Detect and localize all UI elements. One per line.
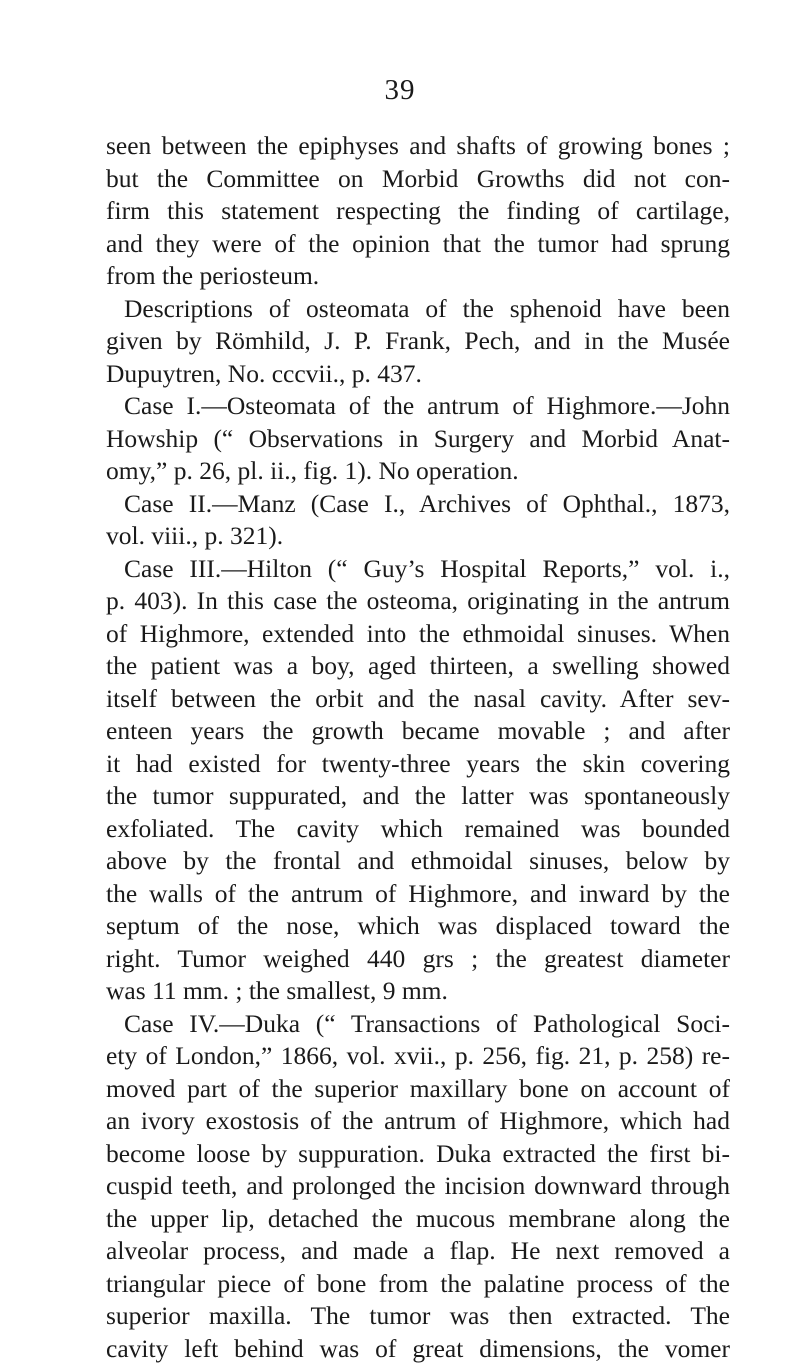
text-line: itself between the orbit and the nasal cavity. After sev- bbox=[106, 683, 730, 716]
text-line: become loose by suppuration. Duka extracted the first bi- bbox=[106, 1138, 730, 1171]
text-line: ety of London,” 1866, vol. xvii., p. 256, fig. 21, p. 258) re- bbox=[106, 1040, 730, 1073]
text-line: an ivory exostosis of the antrum of Highmore, which had bbox=[106, 1105, 730, 1138]
text-line: enteen years the growth became movable ; and after bbox=[106, 715, 730, 748]
text-line: Howship (“ Observations in Surgery and Morbid Anat- bbox=[106, 423, 730, 456]
text-line: superior maxilla. The tumor was then extracted. The bbox=[106, 1300, 730, 1333]
text-line: moved part of the superior maxillary bone on account of bbox=[106, 1073, 730, 1106]
text-line: it had existed for twenty-three years the skin covering bbox=[106, 748, 730, 781]
text-line: from the periosteum. bbox=[106, 260, 730, 293]
text-line: cavity left behind was of great dimensions, the vomer bbox=[106, 1333, 730, 1365]
text-line: seen between the epiphyses and shafts of growing bones ; bbox=[106, 130, 730, 163]
text-line: exfoliated. The cavity which remained was bounded bbox=[106, 813, 730, 846]
page-number: 39 bbox=[0, 74, 800, 107]
text-line: was 11 mm. ; the smallest, 9 mm. bbox=[106, 975, 730, 1008]
text-line: and they were of the opinion that the tumor had sprung bbox=[106, 228, 730, 261]
text-line: firm this statement respecting the finding of cartilage, bbox=[106, 195, 730, 228]
text-line: cuspid teeth, and prolonged the incision downward through bbox=[106, 1170, 730, 1203]
text-line: Case III.—Hilton (“ Guy’s Hospital Reports,” vol. i., bbox=[106, 553, 730, 586]
body-text bbox=[106, 130, 730, 1365]
text-line: vol. viii., p. 321). bbox=[106, 520, 730, 553]
text-line: but the Committee on Morbid Growths did not con- bbox=[106, 163, 730, 196]
text-line: Descriptions of osteomata of the sphenoid have been bbox=[106, 293, 730, 326]
text-line: Case IV.—Duka (“ Transactions of Pathological Soci- bbox=[106, 1008, 730, 1041]
text-line: right. Tumor weighed 440 grs ; the greatest diameter bbox=[106, 943, 730, 976]
text-line: Case I.—Osteomata of the antrum of Highmore.—John bbox=[106, 390, 730, 423]
text-line: omy,” p. 26, pl. ii., fig. 1). No operation. bbox=[106, 455, 730, 488]
text-line: given by Römhild, J. P. Frank, Pech, and in the Musée bbox=[106, 325, 730, 358]
text-line: above by the frontal and ethmoidal sinuses, below by bbox=[106, 845, 730, 878]
text-line: the tumor suppurated, and the latter was spontaneously bbox=[106, 780, 730, 813]
text-line: Dupuytren, No. cccvii., p. 437. bbox=[106, 358, 730, 391]
text-line: Case II.—Manz (Case I., Archives of Ophthal., 1873, bbox=[106, 488, 730, 521]
text-line: triangular piece of bone from the palatine process of the bbox=[106, 1268, 730, 1301]
text-line: p. 403). In this case the osteoma, originating in the antrum bbox=[106, 585, 730, 618]
text-line: of Highmore, extended into the ethmoidal sinuses. When bbox=[106, 618, 730, 651]
text-line: the upper lip, detached the mucous membrane along the bbox=[106, 1203, 730, 1236]
text-line: the walls of the antrum of Highmore, and inward by the bbox=[106, 878, 730, 911]
text-line: the patient was a boy, aged thirteen, a swelling showed bbox=[106, 650, 730, 683]
text-line: alveolar process, and made a flap. He next removed a bbox=[106, 1235, 730, 1268]
text-line: septum of the nose, which was displaced toward the bbox=[106, 910, 730, 943]
